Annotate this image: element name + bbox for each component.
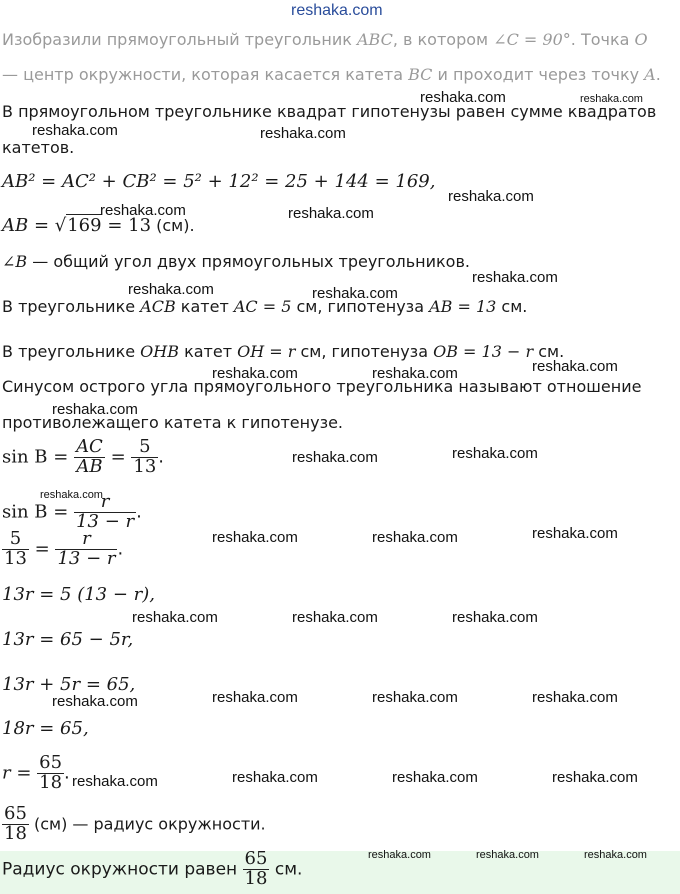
- text: катет: [178, 342, 238, 361]
- math: .: [64, 762, 70, 784]
- math: ACB: [140, 297, 176, 316]
- formula-r: [2, 754, 70, 793]
- sqrt-radicand: 169: [67, 215, 102, 236]
- watermark: reshaka.com: [420, 89, 506, 106]
- math: .: [136, 501, 142, 523]
- fraction: [2, 530, 29, 569]
- math: ABC: [356, 30, 393, 49]
- denominator: 13: [4, 547, 27, 569]
- math: r =: [2, 762, 38, 784]
- watermark: reshaka.com: [212, 529, 298, 546]
- numerator: r: [82, 528, 91, 549]
- text: — общий угол двух прямоугольных треугольников.: [27, 252, 470, 271]
- watermark: reshaka.com: [452, 445, 538, 462]
- text: см.: [533, 342, 565, 361]
- math: OH = r: [237, 342, 296, 361]
- watermark: reshaka.com: [52, 401, 138, 418]
- math: ∠B: [2, 252, 28, 271]
- site-logo[interactable]: reshaka.com: [291, 2, 383, 19]
- numerator: 65: [4, 803, 27, 824]
- math: BC: [408, 65, 433, 84]
- text: см, гипотенуза: [295, 342, 434, 361]
- text: Радиус окружности равен: [2, 859, 243, 880]
- watermark: reshaka.com: [312, 285, 398, 302]
- watermark: reshaka.com: [532, 689, 618, 706]
- text: (см) — радиус окружности.: [28, 814, 266, 834]
- text: . Точка: [570, 30, 635, 49]
- math: AB = √: [2, 215, 67, 236]
- denominator: AB: [74, 457, 105, 477]
- watermark: reshaka.com: [372, 529, 458, 546]
- problem-line-1: [2, 30, 648, 49]
- formula-proportion: [2, 530, 123, 569]
- watermark: reshaka.com: [260, 125, 346, 142]
- watermark: reshaka.com: [372, 365, 458, 382]
- denominator: 13 − r: [57, 547, 116, 569]
- text: см.: [269, 859, 303, 880]
- math: .: [117, 538, 124, 560]
- watermark: reshaka.com: [452, 609, 538, 626]
- text: В треугольнике: [2, 297, 141, 316]
- text: катет: [175, 297, 234, 316]
- watermark: reshaka.com: [40, 489, 103, 501]
- denominator: 18: [4, 822, 27, 844]
- text: , в котором: [392, 30, 494, 49]
- numerator: 5: [139, 436, 151, 457]
- text: В треугольнике: [2, 342, 141, 361]
- watermark: reshaka.com: [72, 773, 158, 790]
- denominator: 13 − r: [76, 510, 135, 532]
- answer-line: [2, 850, 302, 889]
- solution-line-7: [2, 252, 470, 271]
- denominator: 18: [244, 867, 268, 889]
- watermark: reshaka.com: [132, 609, 218, 626]
- watermark: reshaka.com: [212, 365, 298, 382]
- text: см, гипотенуза: [291, 297, 430, 316]
- math: AB = 13: [429, 297, 497, 316]
- watermark: reshaka.com: [532, 358, 618, 375]
- math: sin B =: [2, 446, 75, 468]
- numerator: r: [100, 491, 110, 512]
- solution-line-8: [2, 297, 527, 316]
- numerator: AC: [76, 436, 103, 457]
- text: Изобразили прямоугольный треугольник: [2, 30, 357, 49]
- watermark: reshaka.com: [232, 769, 318, 786]
- equation-step-3: 13r + 5r = 65,: [2, 674, 136, 695]
- math: =: [28, 538, 56, 560]
- math: .: [158, 446, 165, 468]
- formula-radius: [2, 805, 266, 844]
- watermark: reshaka.com: [476, 849, 539, 861]
- equation-pythagoras: AB² = AC² + CB² = 5² + 12² = 25 + 144 = 169,: [2, 171, 436, 192]
- equation-step-2: 13r = 65 − 5r,: [2, 629, 134, 650]
- text: см.: [496, 297, 528, 316]
- problem-line-2: [2, 65, 661, 84]
- solution-line-4: катетов.: [2, 138, 75, 157]
- numerator: 65: [39, 752, 63, 773]
- numerator: 65: [244, 848, 268, 869]
- watermark: reshaka.com: [212, 689, 298, 706]
- math: A: [644, 65, 656, 84]
- text: .: [655, 65, 661, 84]
- numerator: 5: [9, 528, 22, 549]
- math: =: [104, 446, 132, 468]
- watermark: reshaka.com: [52, 693, 138, 710]
- denominator: 13: [133, 455, 157, 477]
- watermark: reshaka.com: [288, 205, 374, 222]
- math: = 13: [101, 215, 152, 236]
- math: sin B =: [2, 501, 75, 523]
- fraction: [55, 530, 117, 569]
- solution-line-10: Синусом острого угла прямоугольного треугольника называют отношение: [2, 377, 642, 396]
- solution-line-9: [2, 342, 564, 361]
- text: (см).: [151, 216, 195, 235]
- watermark: reshaka.com: [584, 849, 647, 861]
- watermark: reshaka.com: [128, 281, 214, 298]
- solution-line-3: В прямоугольном треугольнике квадрат гипотенузы равен сумме квадратов: [2, 102, 657, 121]
- watermark: reshaka.com: [472, 269, 558, 286]
- watermark: reshaka.com: [552, 769, 638, 786]
- watermark: reshaka.com: [532, 525, 618, 542]
- watermark: reshaka.com: [448, 188, 534, 205]
- math: ∠C = 90°: [493, 30, 571, 49]
- denominator: 18: [39, 771, 63, 793]
- fraction: [2, 805, 29, 844]
- equation-step-1: 13r = 5 (13 − r),: [2, 584, 156, 605]
- solution-line-11: противолежащего катета к гипотенузе.: [2, 413, 344, 432]
- math: AC = 5: [233, 297, 292, 316]
- watermark: reshaka.com: [392, 769, 478, 786]
- text: и проходит через точку: [432, 65, 645, 84]
- text: — центр окружности, которая касается катета: [2, 65, 409, 84]
- formula-sin-b-1: [2, 438, 164, 477]
- watermark: reshaka.com: [292, 449, 378, 466]
- math: OB = 13 − r: [433, 342, 534, 361]
- fraction: [131, 438, 158, 477]
- fraction: [74, 438, 105, 477]
- watermark: reshaka.com: [368, 849, 431, 861]
- fraction: [37, 754, 64, 793]
- fraction: [243, 850, 270, 889]
- watermark: reshaka.com: [372, 689, 458, 706]
- watermark: reshaka.com: [580, 93, 643, 105]
- math: O: [634, 30, 648, 49]
- equation-step-4: 18r = 65,: [2, 718, 89, 739]
- watermark: reshaka.com: [32, 122, 118, 139]
- watermark: reshaka.com: [292, 609, 378, 626]
- math: OHB: [140, 342, 179, 361]
- watermark: reshaka.com: [100, 202, 186, 219]
